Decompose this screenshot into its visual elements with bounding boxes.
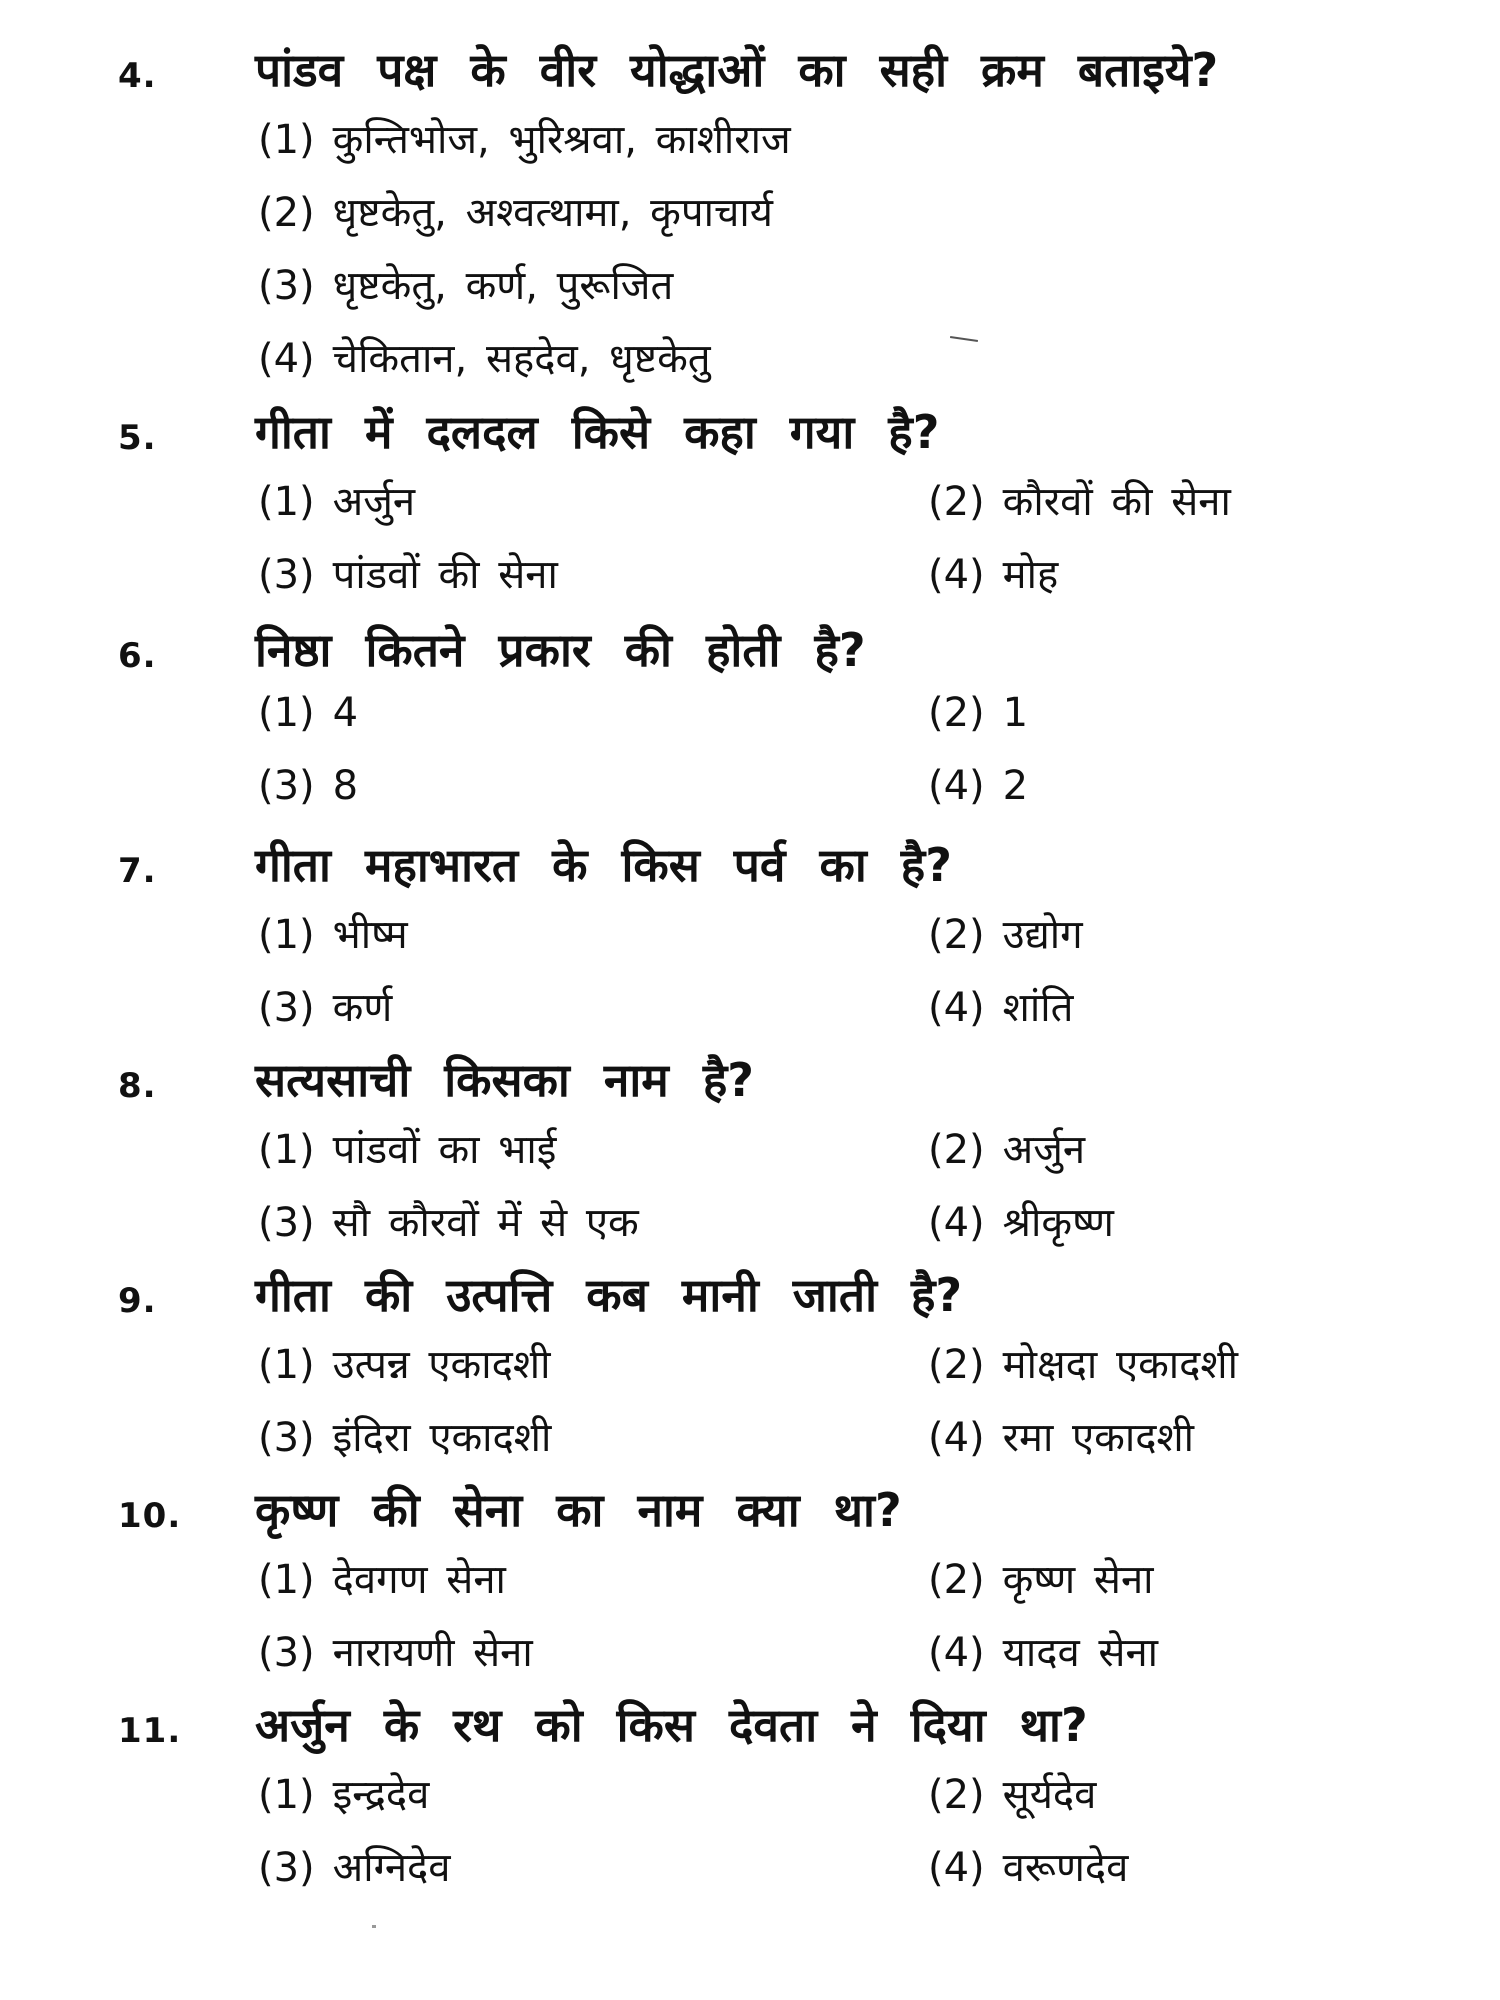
option-4 [928, 1193, 1114, 1248]
option-text: शांति [1002, 985, 1074, 1031]
option-text: अर्जुन [332, 479, 416, 525]
question-text: कृष्ण की सेना का नाम क्या था? [255, 1483, 902, 1537]
option-1 [258, 110, 791, 165]
option-text: धृष्टकेतु, अश्वत्थामा, कृपाचार्य [332, 190, 773, 236]
option-text: कर्ण [332, 985, 393, 1031]
question-line [0, 618, 1500, 688]
question-text: गीता की उत्पत्ति कब मानी जाती है? [255, 1268, 963, 1322]
option-number: (3) [258, 763, 315, 809]
option-2 [258, 183, 773, 238]
option-3 [258, 1193, 639, 1248]
scan-speck [372, 1925, 376, 1928]
option-1 [258, 1335, 550, 1390]
option-number: (3) [258, 1845, 315, 1891]
question-line [0, 1263, 1500, 1333]
option-number: (4) [258, 336, 315, 382]
option-text: श्रीकृष्ण [1002, 1200, 1114, 1246]
option-text: कृष्ण सेना [1002, 1557, 1154, 1603]
option-2 [928, 690, 1028, 736]
option-text: उत्पन्न एकादशी [332, 1342, 551, 1388]
option-number: (2) [928, 912, 985, 958]
option-text: धृष्टकेतु, कर्ण, पुरूजित [332, 263, 674, 309]
option-1 [258, 1550, 506, 1605]
option-2 [928, 1550, 1154, 1605]
option-4 [928, 1838, 1128, 1893]
option-number: (1) [258, 1772, 315, 1818]
question-line [0, 400, 1500, 470]
option-text: मोह [1002, 552, 1059, 598]
option-number: (3) [258, 985, 315, 1031]
option-number: (1) [258, 117, 315, 163]
question-line [0, 1048, 1500, 1118]
option-text: पांडवों की सेना [332, 552, 558, 598]
option-1 [258, 690, 358, 736]
option-2 [928, 472, 1231, 527]
option-number: (3) [258, 1630, 315, 1676]
option-text: कौरवों की सेना [1002, 479, 1231, 525]
option-text: 2 [1002, 763, 1029, 809]
question-text: गीता में दलदल किसे कहा गया है? [255, 405, 940, 459]
option-number: (1) [258, 479, 315, 525]
option-4 [928, 1623, 1158, 1678]
question-number: 8. [118, 1066, 157, 1106]
question-line [0, 1693, 1500, 1763]
option-number: (4) [928, 763, 985, 809]
question-number: 11. [118, 1711, 182, 1751]
option-3 [258, 1408, 551, 1463]
option-2 [928, 1120, 1085, 1175]
question-text: निष्ठा कितने प्रकार की होती है? [255, 623, 866, 677]
option-number: (1) [258, 1127, 315, 1173]
option-3 [258, 545, 558, 600]
option-1 [258, 1765, 429, 1820]
option-2 [928, 1765, 1096, 1820]
option-text: चेकितान, सहदेव, धृष्टकेतु [332, 336, 711, 382]
option-text: इंदिरा एकादशी [332, 1415, 552, 1461]
question-line [0, 38, 1500, 108]
option-number: (2) [928, 1772, 985, 1818]
option-text: अग्निदेव [332, 1845, 451, 1891]
option-text: सौ कौरवों में से एक [332, 1200, 639, 1246]
question-text: पांडव पक्ष के वीर योद्धाओं का सही क्रम बताइये? [255, 43, 1219, 97]
option-1 [258, 1120, 556, 1175]
option-text: रमा एकादशी [1002, 1415, 1195, 1461]
option-4 [928, 763, 1028, 809]
option-1 [258, 472, 415, 527]
option-4 [928, 978, 1073, 1033]
option-4 [928, 545, 1058, 600]
option-4 [258, 329, 711, 384]
option-text: मोक्षदा एकादशी [1002, 1342, 1238, 1388]
option-number: (4) [928, 1415, 985, 1461]
option-3 [258, 1623, 533, 1678]
option-text: नारायणी सेना [332, 1630, 533, 1676]
option-text: 4 [332, 690, 359, 736]
option-text: अर्जुन [1002, 1127, 1086, 1173]
option-2 [928, 905, 1083, 960]
question-number: 4. [118, 56, 157, 96]
option-text: पांडवों का भाई [332, 1127, 557, 1173]
question-text: अर्जुन के रथ को किस देवता ने दिया था? [255, 1698, 1088, 1752]
option-number: (2) [928, 1127, 985, 1173]
option-text: 8 [332, 763, 359, 809]
option-3 [258, 1838, 451, 1893]
option-number: (1) [258, 912, 315, 958]
stray-pen-mark [950, 336, 978, 342]
option-2 [928, 1335, 1238, 1390]
option-text: सूर्यदेव [1002, 1772, 1097, 1818]
option-number: (2) [928, 479, 985, 525]
option-text: इन्द्रदेव [332, 1772, 430, 1818]
option-number: (4) [928, 1845, 985, 1891]
option-number: (3) [258, 1415, 315, 1461]
option-number: (2) [928, 690, 985, 736]
question-number: 5. [118, 418, 157, 458]
option-number: (2) [928, 1342, 985, 1388]
option-number: (3) [258, 552, 315, 598]
question-line [0, 1478, 1500, 1548]
option-number: (4) [928, 985, 985, 1031]
option-3 [258, 256, 673, 311]
option-text: उद्योग [1002, 912, 1083, 958]
question-number: 10. [118, 1496, 182, 1536]
option-number: (3) [258, 1200, 315, 1246]
question-number: 9. [118, 1281, 157, 1321]
question-number: 7. [118, 851, 157, 891]
option-number: (2) [258, 190, 315, 236]
option-number: (1) [258, 1342, 315, 1388]
option-number: (1) [258, 1557, 315, 1603]
option-text: भीष्म [332, 912, 408, 958]
option-text: वरूणदेव [1002, 1845, 1129, 1891]
question-text: गीता महाभारत के किस पर्व का है? [255, 838, 952, 892]
option-3 [258, 763, 358, 809]
option-text: देवगण सेना [332, 1557, 506, 1603]
option-number: (1) [258, 690, 315, 736]
question-line [0, 833, 1500, 903]
option-4 [928, 1408, 1194, 1463]
option-3 [258, 978, 392, 1033]
question-text: सत्यसाची किसका नाम है? [255, 1053, 754, 1107]
option-text: 1 [1002, 690, 1029, 736]
option-number: (2) [928, 1557, 985, 1603]
option-number: (4) [928, 1200, 985, 1246]
option-number: (4) [928, 552, 985, 598]
option-text: कुन्तिभोज, भुरिश्रवा, काशीराज [332, 117, 791, 163]
option-number: (3) [258, 263, 315, 309]
option-text: यादव सेना [1002, 1630, 1159, 1676]
option-1 [258, 905, 408, 960]
option-number: (4) [928, 1630, 985, 1676]
question-number: 6. [118, 636, 157, 676]
